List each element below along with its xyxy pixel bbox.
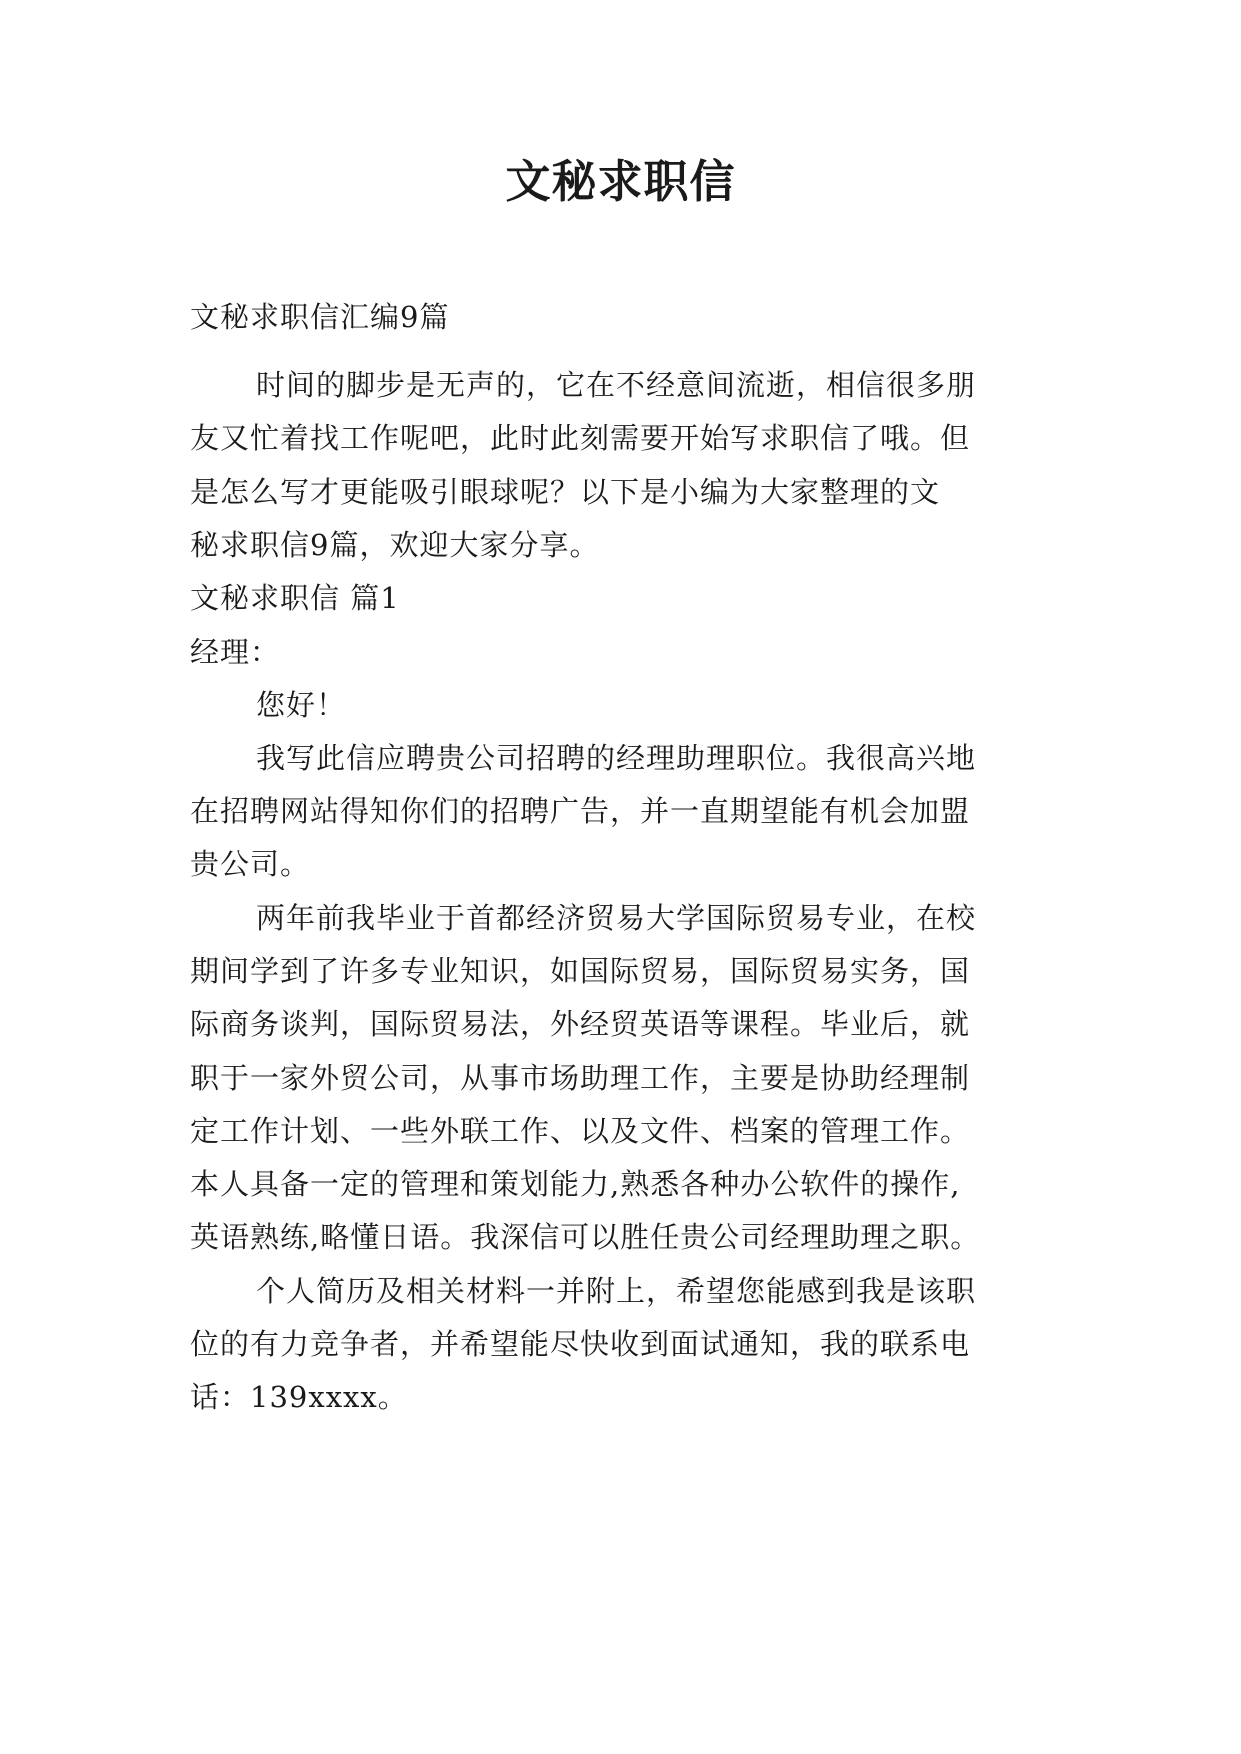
greeting: 您好！: [256, 688, 347, 722]
paragraph-1-line: 贵公司。: [190, 847, 311, 881]
paragraph-2-line: 职于一家外贸公司，从事市场助理工作，主要是协助经理制: [190, 1061, 971, 1095]
paragraph-2-line: 英语熟练,略懂日语。我深信可以胜任贵公司经理助理之职。: [190, 1220, 981, 1254]
intro-line: 时间的脚步是无声的，它在不经意间流逝，相信很多朋: [256, 368, 977, 402]
section-heading: 文秘求职信 篇1: [190, 581, 400, 615]
paragraph-3-line: 话：139xxxx。: [190, 1380, 408, 1414]
paragraph-1-line: 在招聘网站得知你们的招聘广告，并一直期望能有机会加盟: [190, 794, 971, 828]
salutation: 经理：: [190, 635, 281, 669]
paragraph-2-line: 定工作计划、一些外联工作、以及文件、档案的管理工作。: [190, 1114, 971, 1148]
intro-line: 秘求职信9篇，欢迎大家分享。: [190, 528, 600, 562]
paragraph-1-line: 我写此信应聘贵公司招聘的经理助理职位。我很高兴地: [256, 741, 977, 775]
paragraph-3-line: 位的有力竞争者，并希望能尽快收到面试通知，我的联系电: [190, 1327, 971, 1361]
paragraph-3-line: 个人简历及相关材料一并附上，希望您能感到我是该职: [256, 1274, 977, 1308]
page-title: 文秘求职信: [505, 155, 736, 208]
document-subtitle: 文秘求职信汇编9篇: [190, 300, 450, 334]
intro-line: 是怎么写才更能吸引眼球呢？以下是小编为大家整理的文: [190, 475, 941, 509]
paragraph-2-line: 际商务谈判，国际贸易法，外经贸英语等课程。毕业后，就: [190, 1007, 971, 1041]
intro-line: 友又忙着找工作呢吧，此时此刻需要开始写求职信了哦。但: [190, 421, 971, 455]
paragraph-2-line: 本人具备一定的管理和策划能力,熟悉各种办公软件的操作,: [190, 1167, 961, 1201]
paragraph-2-line: 期间学到了许多专业知识，如国际贸易，国际贸易实务，国: [190, 954, 971, 988]
paragraph-2-line: 两年前我毕业于首都经济贸易大学国际贸易专业，在校: [256, 901, 977, 935]
